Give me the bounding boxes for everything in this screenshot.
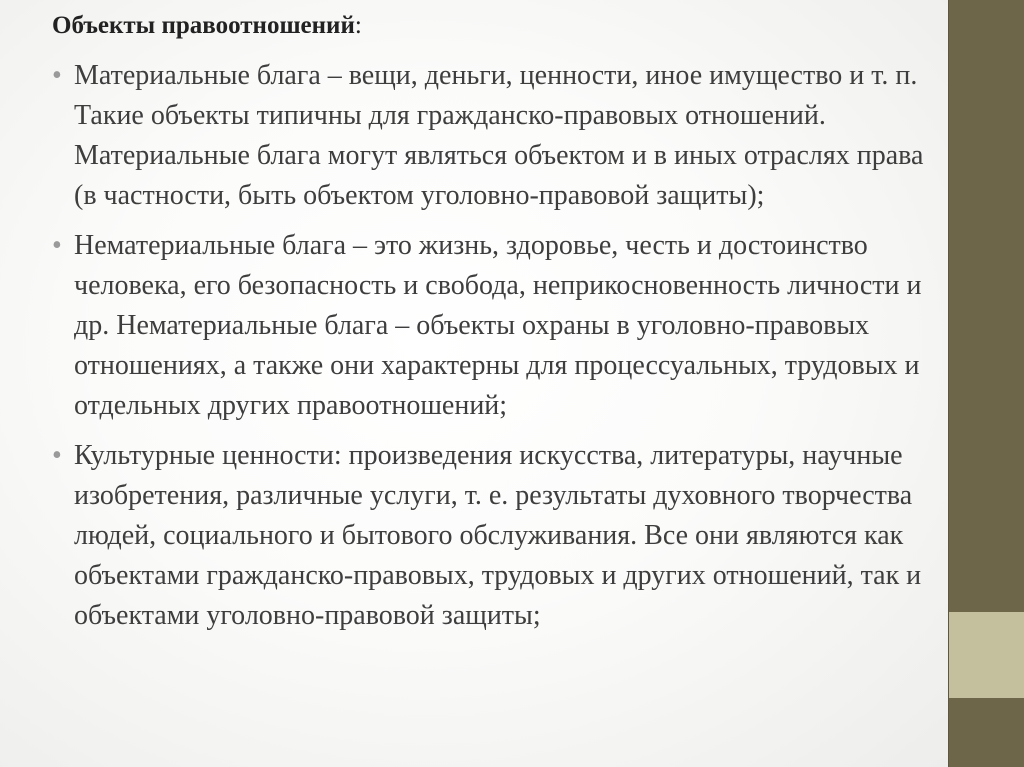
slide-title-colon: : xyxy=(354,12,362,39)
bullet-text: Культурные ценности: произведения искусства, литературы, научные изобретения, различные услуги, т. е. результаты духовного творчества людей, социального и бытового обслуживания. Все они являются как объектами гражданско-правовых, трудовых и других отношений, так и объектами уголовно-правовой защиты; xyxy=(74,440,922,631)
slide-title xyxy=(52,8,362,44)
bullet-dot-icon: • xyxy=(52,230,62,261)
bullet-dot-icon: • xyxy=(52,440,62,471)
bullet-item-cultural-values xyxy=(52,436,942,636)
bullet-item-intangible-goods xyxy=(52,226,942,426)
bullet-list xyxy=(52,56,942,646)
bullet-dot-icon: • xyxy=(52,60,62,91)
bullet-item-material-goods xyxy=(52,56,942,216)
bullet-text: Нематериальные блага – это жизнь, здоровье, честь и достоинство человека, его безопасность и свобода, неприкосновенность личности и др. Нематериальные блага – объекты охраны в уголовно-правовых отношениях, а также они характерны для процессуальных, трудовых и отдельных других правоотношений; xyxy=(74,230,922,421)
bullet-text: Материальные блага – вещи, деньги, ценности, иное имущество и т. п. Такие объекты типичны для гражданско-правовых отношений. Материальные блага могут являться объектом и в иных отраслях права (в частности, быть объектом уголовно-правовой защиты); xyxy=(74,60,924,211)
sidebar-accent-block xyxy=(949,612,1024,698)
decorative-sidebar xyxy=(948,0,1024,767)
slide-title-text: Объекты правоотношений xyxy=(52,12,355,39)
